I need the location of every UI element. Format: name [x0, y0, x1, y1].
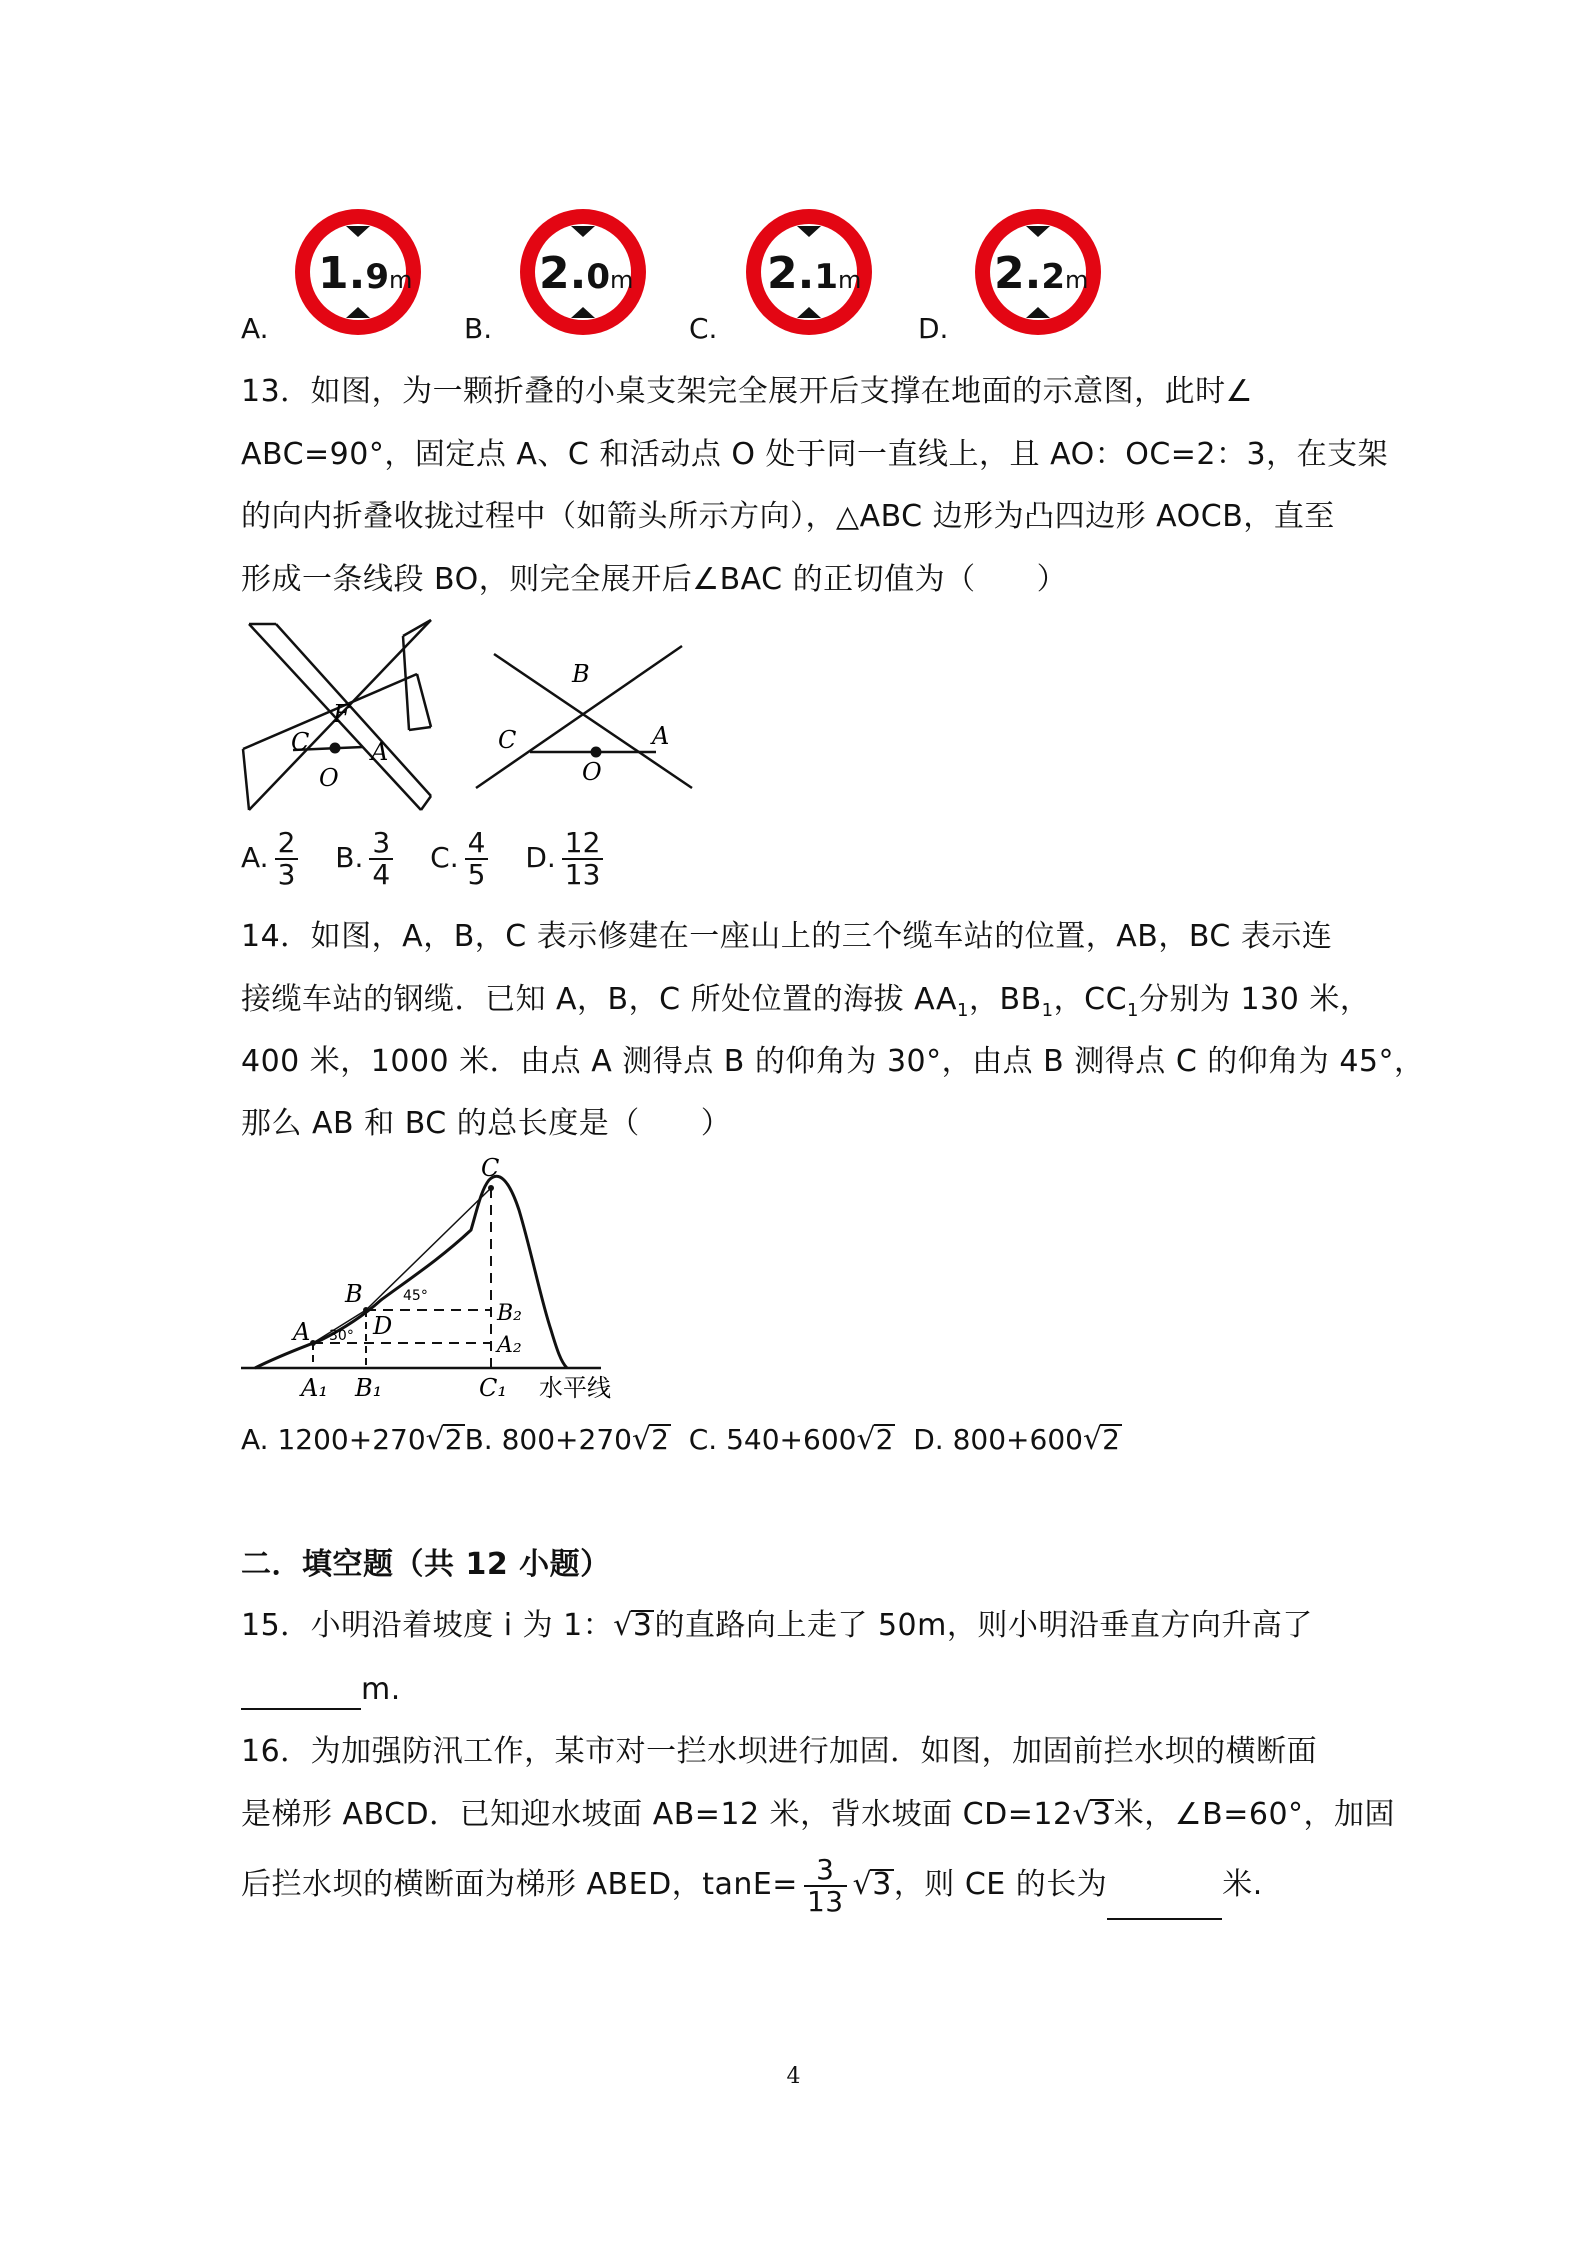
q14-fig-label-d: D — [373, 1312, 393, 1340]
q15-line-1: 15．小明沿着坡度 i 为 1：√3的直路向上走了 50m，则小明沿垂直方向升高了 — [241, 1608, 1313, 1643]
q13-fig2-label-o: O — [582, 758, 602, 786]
q14-fig-label-c1: C₁ — [479, 1374, 507, 1402]
q13-fig2-label-b: B — [572, 660, 590, 688]
q13-figure-triangle — [472, 640, 697, 798]
q12-option-d-label: D. — [918, 312, 949, 345]
q14-fig-label-c: C — [481, 1154, 500, 1182]
q12-option-c-label: C. — [689, 312, 718, 345]
q14-fig-label-a2: A₂ — [497, 1333, 522, 1358]
q14-fig-label-b1: B₁ — [355, 1374, 383, 1402]
q13-line-2: ABC=90°，固定点 A、C 和活动点 O 处于同一直线上，且 AO：OC=2：3，在支架 — [241, 437, 1389, 472]
q16-answer-blank[interactable] — [1107, 1890, 1222, 1920]
q15-line-2: m. — [241, 1670, 401, 1710]
q14-fig-angle-30: 30° — [329, 1328, 354, 1344]
height-limit-sign-c[interactable] — [743, 206, 875, 338]
height-limit-sign-a[interactable] — [292, 206, 424, 338]
q14-line-1: 14．如图，A，B，C 表示修建在一座山上的三个缆车站的位置，AB，BC 表示连 — [241, 919, 1333, 954]
q16-line-1: 16．为加强防汛工作，某市对一拦水坝进行加固．如图，加固前拦水坝的横断面 — [241, 1734, 1318, 1769]
q14-fig-label-a: A — [293, 1318, 311, 1346]
page-number: 4 — [786, 2064, 801, 2089]
section-2-heading: 二．填空题（共 12 小题） — [241, 1547, 611, 1582]
q13-figure-folding-stand — [241, 614, 446, 816]
q13-fig1-label-o: O — [319, 764, 339, 792]
svg-text:2.2m: 2.2m — [994, 248, 1089, 299]
q14-line-3: 400 米，1000 米．由点 A 测得点 B 的仰角为 30°，由点 B 测得点 C 的仰角为 45°， — [241, 1044, 1425, 1079]
q16-line-2: 是梯形 ABCD．已知迎水坡面 AB=12 米，背水坡面 CD=12√3米，∠B=60°，加固 — [241, 1797, 1396, 1832]
q13-fig2-label-a: A — [652, 722, 670, 750]
q13-option-c[interactable]: C. $\frac{4}{5}$ — [430, 841, 494, 874]
svg-text:2.1m: 2.1m — [767, 248, 862, 299]
q14-option-a[interactable]: A. 1200+270√2 — [241, 1422, 463, 1457]
q12-option-b-label: B. — [464, 312, 493, 345]
svg-text:1.9m: 1.9m — [318, 248, 413, 299]
q13-option-a[interactable]: A. $\frac{2}{3}$ — [241, 841, 304, 874]
q13-fig2-label-c: C — [498, 726, 517, 754]
q14-option-b[interactable]: B. 800+270√2 — [464, 1422, 669, 1457]
q14-options — [241, 1420, 1122, 1460]
q13-option-d[interactable]: D. $\frac{12}{13}$ — [525, 841, 609, 874]
height-limit-sign-d[interactable] — [972, 206, 1104, 338]
q14-fig-angle-45: 45° — [403, 1288, 428, 1304]
svg-text:2.0m: 2.0m — [539, 248, 634, 299]
q14-fig-label-b2: B₂ — [497, 1301, 522, 1326]
q13-line-3: 的向内折叠收拢过程中（如箭头所示方向），△ABC 边形为凸四边形 AOCB，直至 — [241, 499, 1335, 534]
q13-line-4: 形成一条线段 BO，则完全展开后∠BAC 的正切值为（ ） — [241, 562, 1068, 597]
q14-line-4: 那么 AB 和 BC 的总长度是（ ） — [241, 1106, 732, 1141]
q13-line-1: 13．如图，为一颗折叠的小桌支架完全展开后支撑在地面的示意图，此时∠ — [241, 374, 1254, 409]
q13-options — [241, 828, 609, 890]
q13-option-b[interactable]: B. $\frac{3}{4}$ — [335, 841, 399, 874]
q15-answer-blank[interactable] — [241, 1680, 361, 1710]
q14-line-2: 接缆车站的钢缆．已知 A，B，C 所处位置的海拔 $AA_1$，$BB_1$，$CC_1$分别为 130 米， — [241, 982, 1371, 1021]
q13-fig1-label-a: A — [371, 738, 389, 766]
q14-fig-label-horizon: 水平线 — [539, 1374, 611, 1402]
q14-fig-label-b: B — [345, 1280, 363, 1308]
q13-fig1-label-f: F — [333, 700, 350, 728]
q14-fig-label-a1: A₁ — [301, 1374, 328, 1402]
q14-option-c[interactable]: C. 540+600√2 — [688, 1422, 894, 1457]
height-limit-sign-b[interactable] — [517, 206, 649, 338]
q16-line-3: 后拦水坝的横断面为梯形 ABED，tanE= $\frac{3}{13}$ √3，则 CE 的长为 米. — [241, 1850, 1263, 1920]
q14-figure-mountain — [241, 1150, 641, 1410]
q12-option-a-label: A. — [241, 312, 269, 345]
q14-option-d[interactable]: D. 800+600√2 — [913, 1422, 1120, 1457]
q13-fig1-label-c: C — [291, 728, 310, 756]
